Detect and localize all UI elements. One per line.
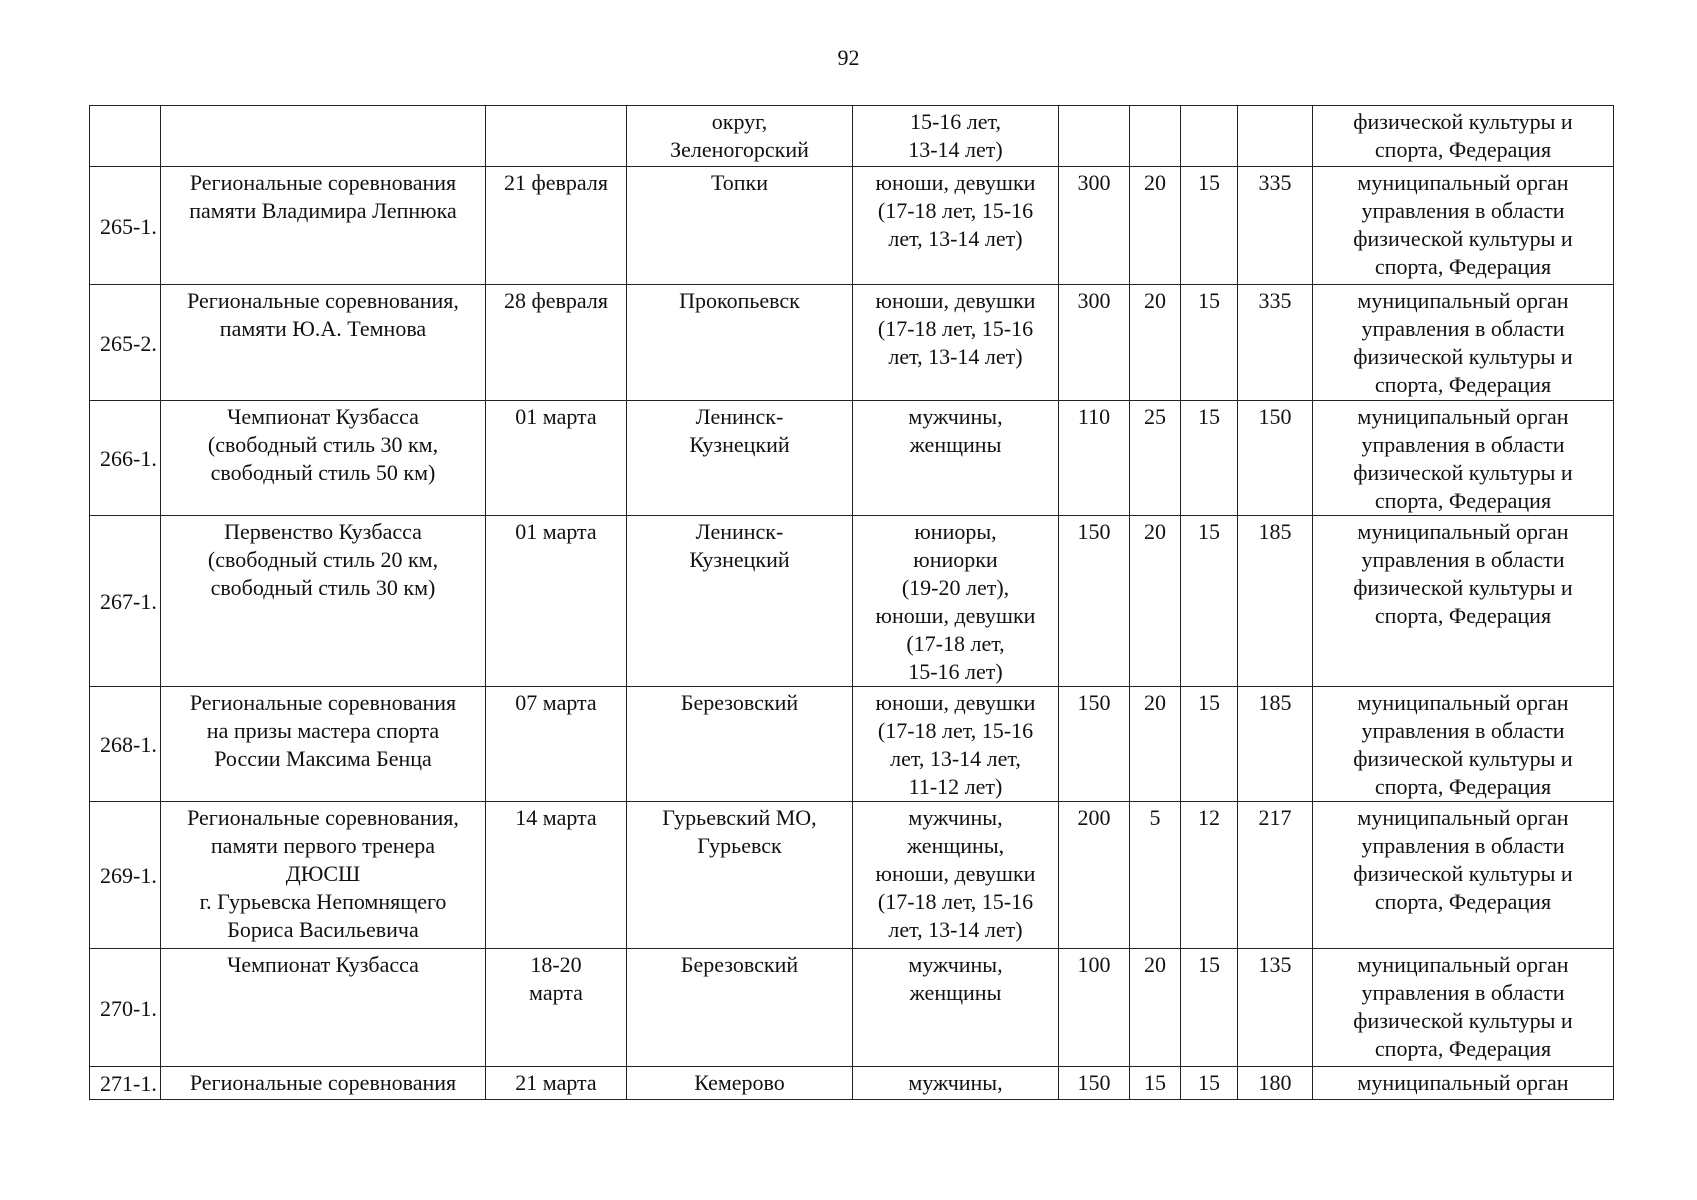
event-date: 18-20 марта — [486, 949, 627, 1067]
event-place: Топки — [627, 167, 853, 285]
event-place: округ, Зеленогорский — [627, 106, 853, 167]
count-1: 150 — [1059, 687, 1130, 802]
count-2: 15 — [1130, 1067, 1181, 1100]
event-place: Прокопьевск — [627, 285, 853, 401]
organizer: муниципальный орган управления в области физической культуры и спорта, Федерация — [1313, 802, 1614, 949]
count-2: 20 — [1130, 516, 1181, 687]
organizer: муниципальный орган управления в области физической культуры и спорта, Федерация — [1313, 401, 1614, 516]
participants: мужчины, — [853, 1067, 1059, 1100]
event-name: Региональные соревнования, памяти первого тренера ДЮСШ г. Гурьевска Непомнящего Бориса Васильевича — [161, 802, 486, 949]
organizer: муниципальный орган управления в области физической культуры и спорта, Федерация — [1313, 285, 1614, 401]
event-place: Березовский — [627, 687, 853, 802]
count-1: 300 — [1059, 167, 1130, 285]
organizer: муниципальный орган управления в области физической культуры и спорта, Федерация — [1313, 167, 1614, 285]
count-1: 150 — [1059, 1067, 1130, 1100]
participants: мужчины, женщины, юноши, девушки (17-18 лет, 15-16 лет, 13-14 лет) — [853, 802, 1059, 949]
event-date: 21 марта — [486, 1067, 627, 1100]
event-name: Первенство Кузбасса (свободный стиль 20 км, свободный стиль 30 км) — [161, 516, 486, 687]
count-total: 335 — [1238, 285, 1313, 401]
organizer: муниципальный орган управления в области физической культуры и спорта, Федерация — [1313, 687, 1614, 802]
organizer: муниципальный орган — [1313, 1067, 1614, 1100]
row-number: 270-1. — [90, 949, 161, 1067]
event-date: 14 марта — [486, 802, 627, 949]
count-total: 150 — [1238, 401, 1313, 516]
count-2: 20 — [1130, 285, 1181, 401]
row-number: 271-1. — [90, 1067, 161, 1100]
count-total: 180 — [1238, 1067, 1313, 1100]
event-date — [486, 106, 627, 167]
event-name — [161, 106, 486, 167]
count-1: 300 — [1059, 285, 1130, 401]
count-total: 335 — [1238, 167, 1313, 285]
organizer: муниципальный орган управления в области физической культуры и спорта, Федерация — [1313, 949, 1614, 1067]
event-place: Кемерово — [627, 1067, 853, 1100]
event-date: 07 марта — [486, 687, 627, 802]
event-date: 21 февраля — [486, 167, 627, 285]
page-number: 92 — [837, 45, 860, 70]
event-name: Региональные соревнования — [161, 1067, 486, 1100]
count-total: 185 — [1238, 516, 1313, 687]
table-row — [90, 802, 1614, 949]
count-3 — [1181, 106, 1238, 167]
count-2: 20 — [1130, 687, 1181, 802]
count-1: 200 — [1059, 802, 1130, 949]
count-2: 20 — [1130, 949, 1181, 1067]
count-3: 12 — [1181, 802, 1238, 949]
table-row — [90, 949, 1614, 1067]
row-number: 266-1. — [90, 401, 161, 516]
participants: юноши, девушки (17-18 лет, 15-16 лет, 13-14 лет) — [853, 285, 1059, 401]
row-number: 267-1. — [90, 516, 161, 687]
event-place: Ленинск- Кузнецкий — [627, 516, 853, 687]
count-1: 110 — [1059, 401, 1130, 516]
participants: юноши, девушки (17-18 лет, 15-16 лет, 13-14 лет, 11-12 лет) — [853, 687, 1059, 802]
row-number: 265-2. — [90, 285, 161, 401]
count-2 — [1130, 106, 1181, 167]
event-date: 01 марта — [486, 516, 627, 687]
event-place: Ленинск- Кузнецкий — [627, 401, 853, 516]
count-1 — [1059, 106, 1130, 167]
table-row — [90, 1067, 1614, 1100]
count-2: 5 — [1130, 802, 1181, 949]
participants: юниоры, юниорки (19-20 лет), юноши, девушки (17-18 лет, 15-16 лет) — [853, 516, 1059, 687]
count-2: 20 — [1130, 167, 1181, 285]
event-name: Региональные соревнования памяти Владимира Лепнюка — [161, 167, 486, 285]
table-row — [90, 285, 1614, 401]
row-number: 265-1. — [90, 167, 161, 285]
row-number: 268-1. — [90, 687, 161, 802]
count-1: 100 — [1059, 949, 1130, 1067]
participants: мужчины, женщины — [853, 949, 1059, 1067]
events-table-body — [90, 106, 1614, 1100]
participants: мужчины, женщины — [853, 401, 1059, 516]
organizer: физической культуры и спорта, Федерация — [1313, 106, 1614, 167]
table-row — [90, 167, 1614, 285]
row-number — [90, 106, 161, 167]
count-3: 15 — [1181, 167, 1238, 285]
table-row — [90, 687, 1614, 802]
event-name: Региональные соревнования на призы мастера спорта России Максима Бенца — [161, 687, 486, 802]
count-total: 185 — [1238, 687, 1313, 802]
event-date: 28 февраля — [486, 285, 627, 401]
event-date: 01 марта — [486, 401, 627, 516]
count-1: 150 — [1059, 516, 1130, 687]
event-name: Чемпионат Кузбасса — [161, 949, 486, 1067]
count-total: 217 — [1238, 802, 1313, 949]
event-place: Березовский — [627, 949, 853, 1067]
row-number: 269-1. — [90, 802, 161, 949]
table-row — [90, 106, 1614, 167]
participants: 15-16 лет, 13-14 лет) — [853, 106, 1059, 167]
count-total — [1238, 106, 1313, 167]
table-row — [90, 401, 1614, 516]
event-place: Гурьевский МО, Гурьевск — [627, 802, 853, 949]
event-name: Региональные соревнования, памяти Ю.А. Темнова — [161, 285, 486, 401]
event-name: Чемпионат Кузбасса (свободный стиль 30 км, свободный стиль 50 км) — [161, 401, 486, 516]
table-row — [90, 516, 1614, 687]
count-3: 15 — [1181, 401, 1238, 516]
organizer: муниципальный орган управления в области физической культуры и спорта, Федерация — [1313, 516, 1614, 687]
participants: юноши, девушки (17-18 лет, 15-16 лет, 13-14 лет) — [853, 167, 1059, 285]
count-3: 15 — [1181, 949, 1238, 1067]
count-total: 135 — [1238, 949, 1313, 1067]
count-3: 15 — [1181, 687, 1238, 802]
count-3: 15 — [1181, 285, 1238, 401]
events-table — [89, 105, 1614, 1100]
count-3: 15 — [1181, 1067, 1238, 1100]
count-2: 25 — [1130, 401, 1181, 516]
count-3: 15 — [1181, 516, 1238, 687]
